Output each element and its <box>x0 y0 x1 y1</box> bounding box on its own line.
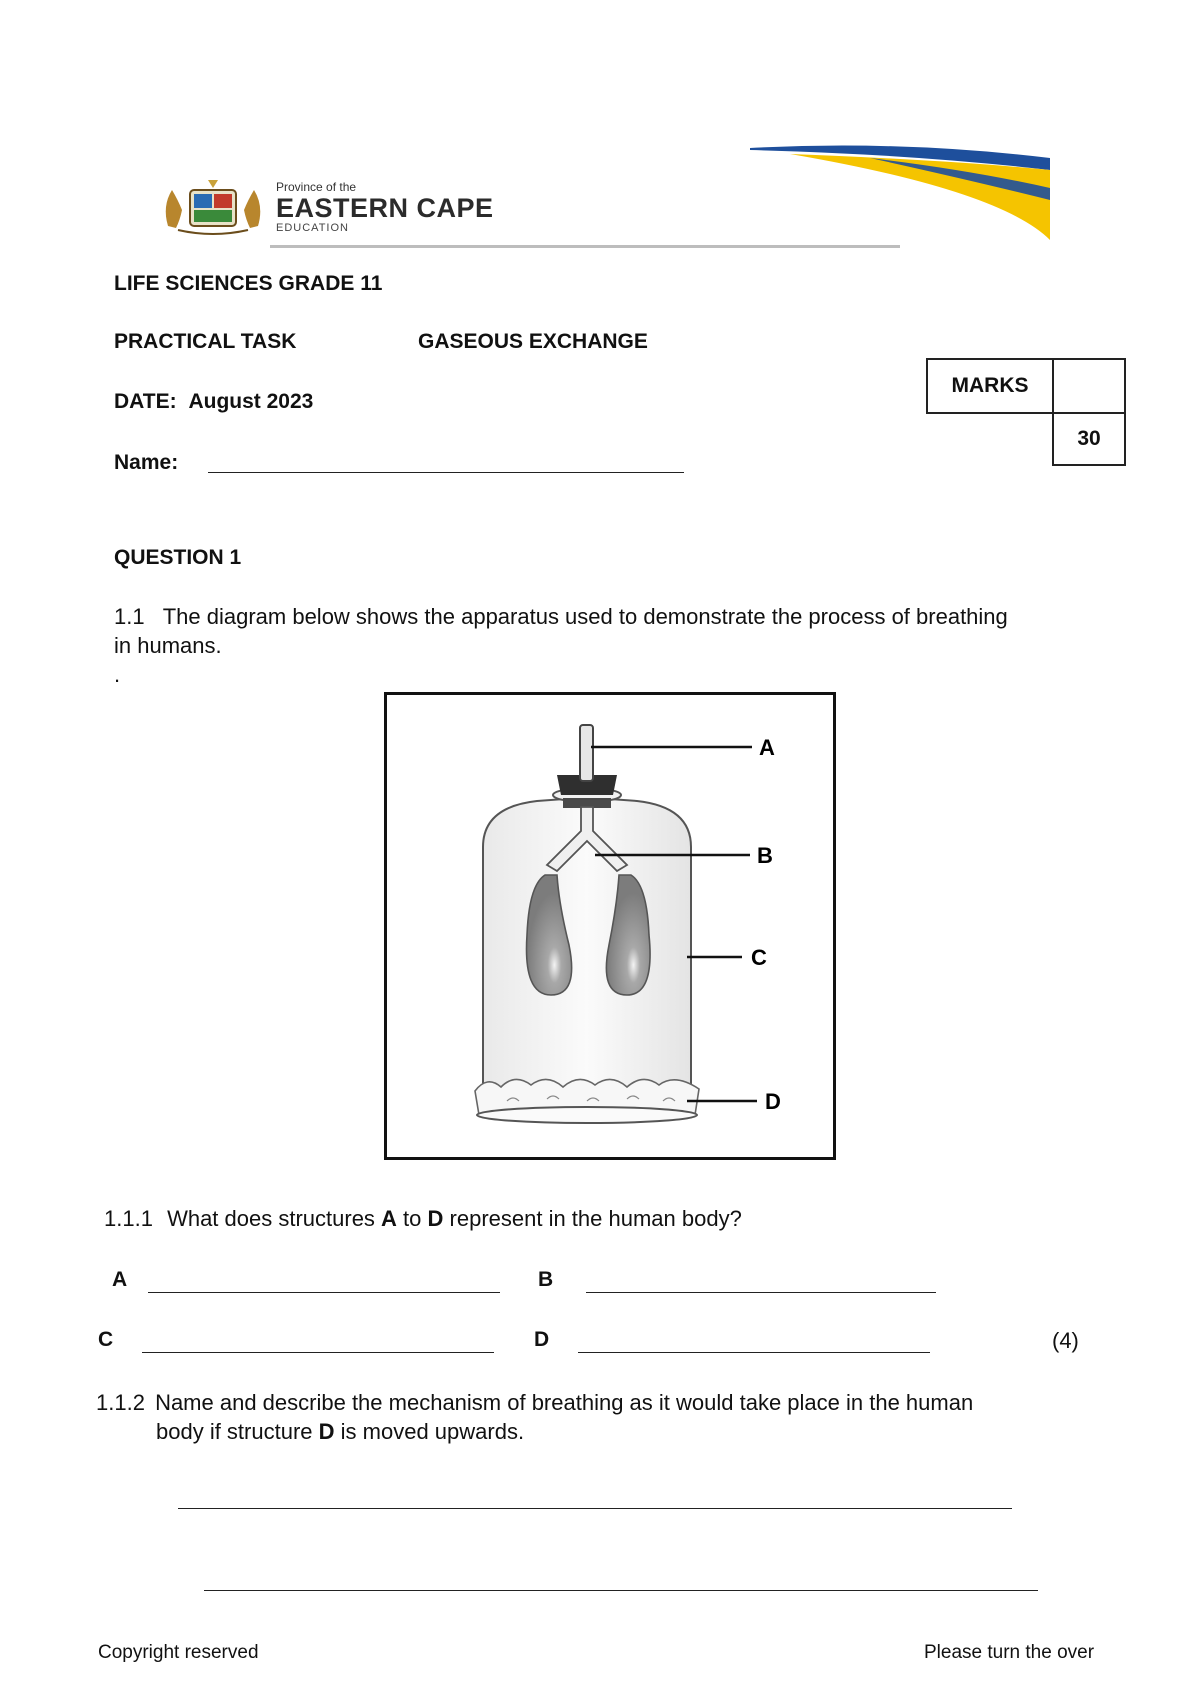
logo-eastern-cape-text: EASTERN CAPE <box>276 193 494 223</box>
footer-copyright: Copyright reserved <box>98 1642 259 1663</box>
question-1-1-1-text-mid: to <box>396 1206 428 1231</box>
question-1-1 <box>114 604 1114 630</box>
question-1-1-2-line2-before: body if structure <box>156 1419 319 1444</box>
question-1-1-1-bold-a: A <box>381 1206 397 1231</box>
marks-box <box>926 358 1126 466</box>
question-1-1-2-line2-after: is moved upwards. <box>334 1419 525 1444</box>
logo-education-text: EDUCATION <box>276 222 349 234</box>
marks-total-cell: 30 <box>1052 412 1126 466</box>
question-1-1-2-line1: Name and describe the mechanism of breathing as it would take place in the human <box>155 1390 974 1415</box>
answer-label-c: C <box>98 1328 114 1351</box>
bell-jar-model-illustration <box>387 695 832 1156</box>
answer-line-c[interactable] <box>142 1352 494 1353</box>
stray-dot: . <box>114 662 121 687</box>
label-a: A <box>759 735 775 760</box>
task-label: PRACTICAL TASK <box>114 330 297 353</box>
date-value: August 2023 <box>188 390 314 413</box>
question-1-1-text-continued: in humans. <box>114 633 222 658</box>
subject-heading: LIFE SCIENCES GRADE 11 <box>114 272 383 295</box>
answer-label-d: D <box>534 1328 550 1351</box>
question-1-1-1-bold-d: D <box>427 1206 444 1231</box>
question-1-1-1-text-before: What does structures <box>167 1206 382 1231</box>
question-1-1-2-line2 <box>156 1419 524 1445</box>
question-1-1-1-number: 1.1.1 <box>104 1206 153 1231</box>
name-label: Name: <box>114 451 179 474</box>
question-1-1-2 <box>96 1390 973 1416</box>
question-1-1-text: The diagram below shows the apparatus used to demonstrate the process of breathing <box>162 604 1008 629</box>
marks-allocation-1-1-1: (4) <box>1052 1328 1079 1353</box>
question-1-1-1-text-after: represent in the human body? <box>443 1206 742 1231</box>
glass-tube <box>580 725 593 781</box>
answer-line-d[interactable] <box>578 1352 930 1353</box>
answer-label-b: B <box>538 1268 554 1291</box>
marks-score-cell[interactable] <box>1052 358 1126 414</box>
question-title: QUESTION 1 <box>114 546 242 569</box>
coat-of-arms-icon <box>158 176 268 238</box>
question-1-1-2-bold-d: D <box>318 1419 335 1444</box>
question-1-1-2-number: 1.1.2 <box>96 1390 145 1415</box>
department-logo-text <box>276 180 516 240</box>
label-d: D <box>765 1089 781 1114</box>
question-1-1-number: 1.1 <box>114 604 145 629</box>
logo-province-text: Province of the <box>276 180 357 194</box>
label-b: B <box>757 843 773 868</box>
answer-label-a: A <box>112 1268 128 1291</box>
footer-turn-over: Please turn the over <box>924 1642 1095 1663</box>
bell-jar-diagram <box>384 692 836 1160</box>
answer-line-b[interactable] <box>586 1292 936 1293</box>
date-label-text: DATE: <box>114 390 177 413</box>
answer-line-1-1-2-first[interactable] <box>178 1508 1012 1509</box>
question-1-1-1 <box>104 1206 742 1232</box>
marks-label-cell: MARKS <box>926 358 1054 414</box>
name-answer-line[interactable] <box>208 472 684 473</box>
brand-swoosh-icon <box>750 140 1050 246</box>
date-label <box>114 390 313 414</box>
answer-line-a[interactable] <box>148 1292 500 1293</box>
task-topic: GASEOUS EXCHANGE <box>418 330 648 353</box>
answer-line-1-1-2-second[interactable] <box>204 1590 1038 1591</box>
jar-base-ring <box>477 1107 697 1123</box>
label-c: C <box>751 945 767 970</box>
